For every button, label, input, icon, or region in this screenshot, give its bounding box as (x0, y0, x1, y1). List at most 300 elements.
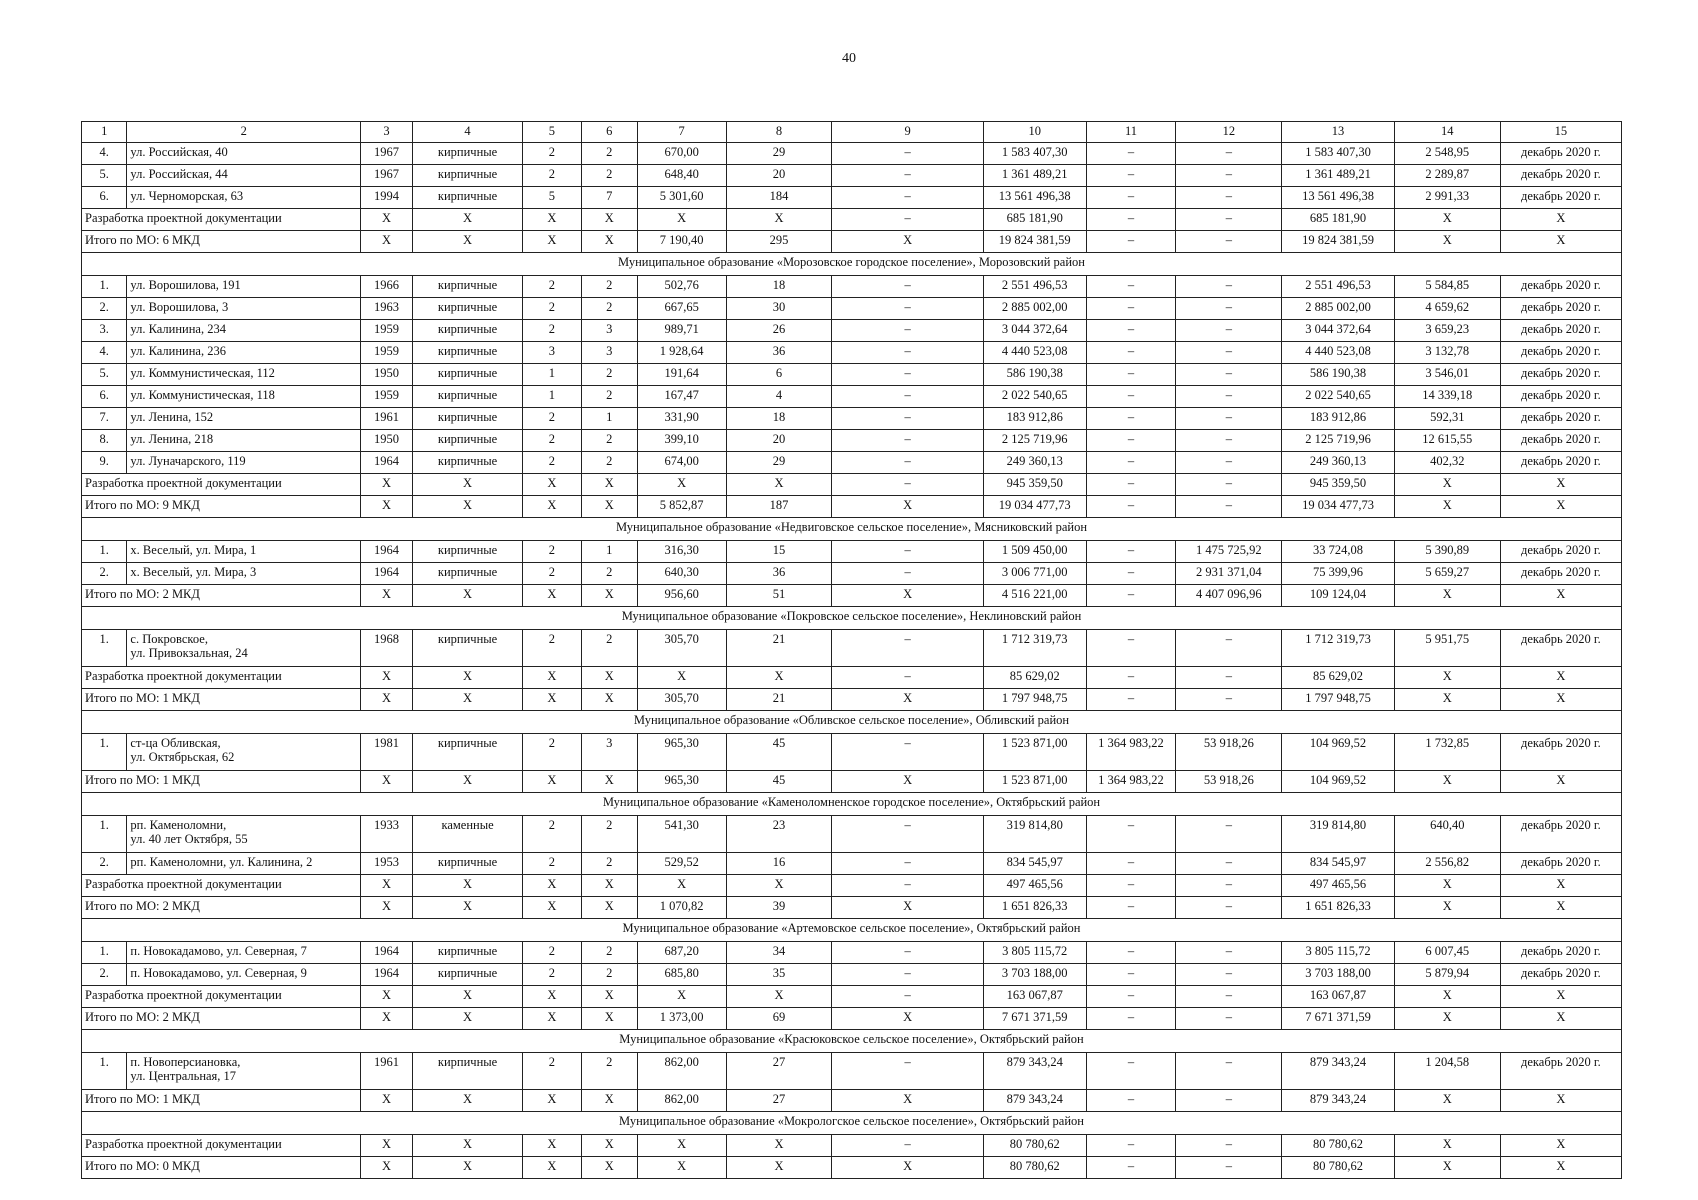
housing-register-table (81, 121, 1622, 1179)
table-cell: – (1086, 1053, 1176, 1090)
table-cell: 319 814,80 (983, 816, 1086, 853)
column-header: 11 (1086, 122, 1176, 143)
column-header: 12 (1176, 122, 1282, 143)
table-cell: 2 (523, 630, 581, 667)
table-cell: 3 703 188,00 (1282, 964, 1394, 986)
table-cell: 956,60 (637, 585, 726, 607)
table-cell: 80 780,62 (1282, 1135, 1394, 1157)
table-cell: декабрь 2020 г. (1500, 853, 1621, 875)
table-cell: 2 (523, 942, 581, 964)
table-cell: 15 (726, 541, 832, 563)
summary-row (82, 209, 1622, 231)
table-cell: 541,30 (637, 816, 726, 853)
table-cell: 7 671 371,59 (983, 1008, 1086, 1030)
table-cell: 5 852,87 (637, 496, 726, 518)
table-cell: 20 (726, 165, 832, 187)
table-cell: 2 (581, 942, 637, 964)
table-cell: 2. (82, 298, 127, 320)
table-cell: 53 918,26 (1176, 734, 1282, 771)
municipality-heading: Муниципальное образование «Артемовское сельское поселение», Октябрьский район (82, 919, 1622, 942)
table-cell: 2 551 496,53 (983, 276, 1086, 298)
table-cell: X (581, 875, 637, 897)
table-cell: – (1086, 689, 1176, 711)
table-cell: 187 (726, 496, 832, 518)
summary-row (82, 771, 1622, 793)
table-cell: 6 007,45 (1394, 942, 1500, 964)
table-cell: – (1086, 964, 1176, 986)
table-cell: 3 044 372,64 (983, 320, 1086, 342)
table-cell: 5 659,27 (1394, 563, 1500, 585)
table-cell: X (1500, 667, 1621, 689)
table-cell: X (832, 1090, 983, 1112)
table-cell: X (523, 1090, 581, 1112)
column-header: 6 (581, 122, 637, 143)
column-header: 14 (1394, 122, 1500, 143)
table-cell: 1966 (361, 276, 413, 298)
table-cell: 1 712 319,73 (983, 630, 1086, 667)
table-cell: 2 (581, 143, 637, 165)
table-cell: 2 289,87 (1394, 165, 1500, 187)
summary-label: Итого по МО: 9 МКД (82, 496, 361, 518)
table-cell: 183 912,86 (983, 408, 1086, 430)
table-cell: 1 204,58 (1394, 1053, 1500, 1090)
table-cell: декабрь 2020 г. (1500, 187, 1621, 209)
table-cell: X (412, 689, 522, 711)
table-cell: X (1500, 1008, 1621, 1030)
table-cell: 2 (523, 853, 581, 875)
table-cell: 1953 (361, 853, 413, 875)
table-cell: 2 (523, 408, 581, 430)
table-cell: X (361, 986, 413, 1008)
table-cell: – (1086, 667, 1176, 689)
table-cell: X (412, 875, 522, 897)
table-cell: 862,00 (637, 1053, 726, 1090)
table-cell: 1 364 983,22 (1086, 734, 1176, 771)
table-cell: X (361, 496, 413, 518)
summary-label: Итого по МО: 1 МКД (82, 1090, 361, 1112)
table-cell: 1 523 871,00 (983, 771, 1086, 793)
table-cell: 2 556,82 (1394, 853, 1500, 875)
table-cell: 1950 (361, 364, 413, 386)
table-cell: X (637, 875, 726, 897)
table-cell: 319 814,80 (1282, 816, 1394, 853)
table-cell: X (412, 496, 522, 518)
table-cell: – (1176, 689, 1282, 711)
summary-row (82, 1135, 1622, 1157)
table-cell: 13 561 496,38 (1282, 187, 1394, 209)
table-row (82, 276, 1622, 298)
table-cell: кирпичные (412, 452, 522, 474)
table-cell: 1 (523, 386, 581, 408)
table-cell: 75 399,96 (1282, 563, 1394, 585)
table-cell: – (832, 276, 983, 298)
table-cell: 879 343,24 (1282, 1090, 1394, 1112)
table-cell: 502,76 (637, 276, 726, 298)
table-cell: X (1500, 1157, 1621, 1179)
table-cell: – (1086, 165, 1176, 187)
table-cell: 685 181,90 (1282, 209, 1394, 231)
table-cell: – (1176, 276, 1282, 298)
table-cell: – (1086, 853, 1176, 875)
table-cell: 2. (82, 964, 127, 986)
table-row (82, 630, 1622, 667)
table-cell: 2 (581, 165, 637, 187)
table-cell: 2 (523, 430, 581, 452)
table-cell: – (832, 143, 983, 165)
table-row (82, 342, 1622, 364)
table-cell: X (581, 689, 637, 711)
table-cell: 687,20 (637, 942, 726, 964)
table-cell: 1. (82, 1053, 127, 1090)
table-cell: декабрь 2020 г. (1500, 964, 1621, 986)
table-cell: 1 797 948,75 (1282, 689, 1394, 711)
summary-row (82, 986, 1622, 1008)
table-cell: 3 (581, 734, 637, 771)
table-cell: – (1086, 143, 1176, 165)
table-cell: 1961 (361, 408, 413, 430)
section-heading-row (82, 607, 1622, 630)
table-cell: – (832, 630, 983, 667)
table-cell: 2 (581, 1053, 637, 1090)
table-cell: 34 (726, 942, 832, 964)
summary-row (82, 231, 1622, 253)
table-cell: 685,80 (637, 964, 726, 986)
table-cell: 2 (523, 320, 581, 342)
table-cell: X (412, 897, 522, 919)
table-cell: 305,70 (637, 689, 726, 711)
table-cell: 1 651 826,33 (1282, 897, 1394, 919)
table-cell: 2 (581, 853, 637, 875)
table-cell: – (832, 816, 983, 853)
table-cell: – (1086, 1157, 1176, 1179)
column-header: 8 (726, 122, 832, 143)
table-cell: 2 (523, 563, 581, 585)
table-cell: – (1086, 563, 1176, 585)
table-cell: 85 629,02 (1282, 667, 1394, 689)
table-cell: 1 712 319,73 (1282, 630, 1394, 667)
table-cell: кирпичные (412, 734, 522, 771)
table-cell: – (1176, 986, 1282, 1008)
table-cell: – (832, 209, 983, 231)
address-cell: п. Новокадамово, ул. Северная, 9 (127, 964, 361, 986)
table-cell: 1 523 871,00 (983, 734, 1086, 771)
table-cell: 1. (82, 942, 127, 964)
table-cell: 592,31 (1394, 408, 1500, 430)
table-cell: 1 361 489,21 (1282, 165, 1394, 187)
summary-row (82, 875, 1622, 897)
table-cell: кирпичные (412, 143, 522, 165)
table-cell: 2 022 540,65 (1282, 386, 1394, 408)
table-cell: X (1394, 771, 1500, 793)
table-cell: 1 928,64 (637, 342, 726, 364)
table-cell: 1959 (361, 386, 413, 408)
table-cell: – (1086, 875, 1176, 897)
table-cell: кирпичные (412, 364, 522, 386)
table-cell: 19 034 477,73 (983, 496, 1086, 518)
table-cell: – (1176, 897, 1282, 919)
table-cell: 3 132,78 (1394, 342, 1500, 364)
table-cell: 3 006 771,00 (983, 563, 1086, 585)
table-cell: 45 (726, 771, 832, 793)
table-cell: – (832, 964, 983, 986)
table-cell: 1967 (361, 165, 413, 187)
table-cell: – (832, 320, 983, 342)
table-cell: – (832, 541, 983, 563)
table-cell: – (1086, 209, 1176, 231)
table-cell: 316,30 (637, 541, 726, 563)
table-cell: X (523, 1135, 581, 1157)
table-cell: 4 440 523,08 (983, 342, 1086, 364)
table-cell: 30 (726, 298, 832, 320)
table-cell: – (1176, 942, 1282, 964)
table-cell: X (832, 689, 983, 711)
table-cell: X (1500, 1090, 1621, 1112)
table-cell: 879 343,24 (983, 1053, 1086, 1090)
table-cell: 2 (523, 816, 581, 853)
summary-row (82, 1157, 1622, 1179)
summary-label: Итого по МО: 1 МКД (82, 771, 361, 793)
summary-label: Итого по МО: 1 МКД (82, 689, 361, 711)
address-cell: ул. Российская, 44 (127, 165, 361, 187)
column-header: 9 (832, 122, 983, 143)
table-cell: X (1394, 1157, 1500, 1179)
summary-row (82, 667, 1622, 689)
table-cell: 1964 (361, 942, 413, 964)
table-cell: 1. (82, 630, 127, 667)
table-row (82, 165, 1622, 187)
table-cell: – (832, 386, 983, 408)
table-cell: 109 124,04 (1282, 585, 1394, 607)
table-cell: X (412, 1157, 522, 1179)
table-cell: 5 390,89 (1394, 541, 1500, 563)
table-cell: – (832, 342, 983, 364)
table-cell: – (832, 430, 983, 452)
table-cell: декабрь 2020 г. (1500, 364, 1621, 386)
table-cell: 21 (726, 630, 832, 667)
table-cell: 2 (581, 364, 637, 386)
table-cell: X (412, 209, 522, 231)
table-cell: 1 (581, 541, 637, 563)
table-cell: 5 951,75 (1394, 630, 1500, 667)
table-cell: 3. (82, 320, 127, 342)
table-body (82, 143, 1622, 1179)
table-cell: 6. (82, 187, 127, 209)
table-row (82, 187, 1622, 209)
table-cell: X (412, 231, 522, 253)
table-cell: X (412, 986, 522, 1008)
municipality-heading: Муниципальное образование «Покровское сельское поселение», Неклиновский район (82, 607, 1622, 630)
table-row (82, 430, 1622, 452)
table-cell: декабрь 2020 г. (1500, 143, 1621, 165)
table-cell: 3 659,23 (1394, 320, 1500, 342)
table-cell: 1 (523, 364, 581, 386)
table-cell: 27 (726, 1090, 832, 1112)
table-cell: 2 (523, 734, 581, 771)
address-cell: ул. Коммунистическая, 118 (127, 386, 361, 408)
table-cell: 1 732,85 (1394, 734, 1500, 771)
table-row (82, 541, 1622, 563)
table-cell: 862,00 (637, 1090, 726, 1112)
address-cell: ул. Российская, 40 (127, 143, 361, 165)
table-cell: 2 125 719,96 (1282, 430, 1394, 452)
table-cell: кирпичные (412, 165, 522, 187)
summary-row (82, 585, 1622, 607)
table-cell: 2 991,33 (1394, 187, 1500, 209)
section-heading-row (82, 1030, 1622, 1053)
table-cell: – (1176, 187, 1282, 209)
table-row (82, 320, 1622, 342)
table-cell: декабрь 2020 г. (1500, 386, 1621, 408)
table-cell: 18 (726, 408, 832, 430)
table-cell: X (581, 1090, 637, 1112)
summary-label: Итого по МО: 2 МКД (82, 585, 361, 607)
table-cell: – (1176, 1157, 1282, 1179)
table-cell: 497 465,56 (983, 875, 1086, 897)
table-cell: декабрь 2020 г. (1500, 563, 1621, 585)
table-cell: X (581, 1135, 637, 1157)
table-cell: 5 584,85 (1394, 276, 1500, 298)
table-cell: 2 548,95 (1394, 143, 1500, 165)
table-cell: 183 912,86 (1282, 408, 1394, 430)
table-cell: кирпичные (412, 187, 522, 209)
municipality-heading: Муниципальное образование «Обливское сельское поселение», Обливский район (82, 711, 1622, 734)
table-cell: 1 583 407,30 (983, 143, 1086, 165)
table-cell: – (1176, 209, 1282, 231)
table-cell: 945 359,50 (983, 474, 1086, 496)
table-cell: 295 (726, 231, 832, 253)
table-cell: 4 (726, 386, 832, 408)
table-cell: X (361, 1008, 413, 1030)
table-cell: 29 (726, 452, 832, 474)
table-cell: X (361, 689, 413, 711)
table-cell: 13 561 496,38 (983, 187, 1086, 209)
table-cell: – (1176, 342, 1282, 364)
table-cell: 2 (581, 964, 637, 986)
address-cell: ул. Калинина, 234 (127, 320, 361, 342)
table-cell: 5 (523, 187, 581, 209)
table-cell: X (1394, 667, 1500, 689)
table-cell: 497 465,56 (1282, 875, 1394, 897)
table-cell: 104 969,52 (1282, 734, 1394, 771)
table-cell: X (726, 667, 832, 689)
municipality-heading: Муниципальное образование «Красюковское сельское поселение», Октябрьский район (82, 1030, 1622, 1053)
table-cell: X (1394, 496, 1500, 518)
table-cell: 6. (82, 386, 127, 408)
table-cell: – (1176, 875, 1282, 897)
table-cell: декабрь 2020 г. (1500, 276, 1621, 298)
address-cell: ул. Коммунистическая, 112 (127, 364, 361, 386)
table-cell: X (412, 667, 522, 689)
table-row (82, 386, 1622, 408)
table-cell: 5 879,94 (1394, 964, 1500, 986)
table-cell: X (361, 875, 413, 897)
table-cell: 2 931 371,04 (1176, 563, 1282, 585)
table-cell: 945 359,50 (1282, 474, 1394, 496)
table-cell: X (726, 1135, 832, 1157)
table-cell: – (1176, 816, 1282, 853)
table-cell: 7. (82, 408, 127, 430)
table-cell: 1964 (361, 541, 413, 563)
table-cell: кирпичные (412, 964, 522, 986)
table-cell: X (523, 474, 581, 496)
table-cell: 1 364 983,22 (1086, 771, 1176, 793)
column-header: 2 (127, 122, 361, 143)
table-cell: – (1086, 276, 1176, 298)
table-cell: 834 545,97 (983, 853, 1086, 875)
column-header: 7 (637, 122, 726, 143)
column-header: 4 (412, 122, 522, 143)
table-cell: 1. (82, 816, 127, 853)
section-heading-row (82, 518, 1622, 541)
table-cell: X (1394, 1090, 1500, 1112)
table-cell: 2 (523, 165, 581, 187)
table-cell: 2 885 002,00 (1282, 298, 1394, 320)
table-row (82, 143, 1622, 165)
table-cell: 1 509 450,00 (983, 541, 1086, 563)
table-cell: X (523, 875, 581, 897)
column-header: 13 (1282, 122, 1394, 143)
table-cell: X (726, 209, 832, 231)
table-cell: кирпичные (412, 630, 522, 667)
table-cell: – (832, 1135, 983, 1157)
table-cell: 674,00 (637, 452, 726, 474)
table-cell: 3 805 115,72 (1282, 942, 1394, 964)
table-cell: – (1086, 496, 1176, 518)
table-cell: X (523, 209, 581, 231)
table-cell: 3 (523, 342, 581, 364)
table-cell: X (832, 1008, 983, 1030)
summary-label: Разработка проектной документации (82, 474, 361, 496)
summary-row (82, 1090, 1622, 1112)
table-cell: X (1500, 209, 1621, 231)
table-cell: – (1086, 320, 1176, 342)
table-cell: X (523, 986, 581, 1008)
table-cell: декабрь 2020 г. (1500, 165, 1621, 187)
summary-row (82, 689, 1622, 711)
table-cell: 19 824 381,59 (983, 231, 1086, 253)
table-cell: 1 373,00 (637, 1008, 726, 1030)
table-cell: – (1086, 408, 1176, 430)
table-cell: 1933 (361, 816, 413, 853)
table-cell: 402,32 (1394, 452, 1500, 474)
address-cell: рп. Каменоломни, ул. 40 лет Октября, 55 (127, 816, 361, 853)
table-cell: – (832, 853, 983, 875)
table-cell: 163 067,87 (983, 986, 1086, 1008)
table-cell: 4 516 221,00 (983, 585, 1086, 607)
table-cell: X (361, 474, 413, 496)
table-cell: X (412, 474, 522, 496)
table-cell: – (832, 165, 983, 187)
section-heading-row (82, 919, 1622, 942)
table-cell: – (1086, 298, 1176, 320)
summary-label: Итого по МО: 0 МКД (82, 1157, 361, 1179)
table-cell: X (361, 667, 413, 689)
table-cell: декабрь 2020 г. (1500, 630, 1621, 667)
table-cell: X (726, 474, 832, 496)
address-cell: ул. Калинина, 236 (127, 342, 361, 364)
table-cell: 2 (581, 816, 637, 853)
table-cell: 29 (726, 143, 832, 165)
table-cell: 2 (523, 1053, 581, 1090)
table-cell: 5. (82, 364, 127, 386)
table-cell: 21 (726, 689, 832, 711)
table-cell: 7 (581, 187, 637, 209)
table-cell: X (523, 496, 581, 518)
table-cell: 35 (726, 964, 832, 986)
section-heading-row (82, 253, 1622, 276)
table-cell: – (832, 875, 983, 897)
table-row (82, 734, 1622, 771)
